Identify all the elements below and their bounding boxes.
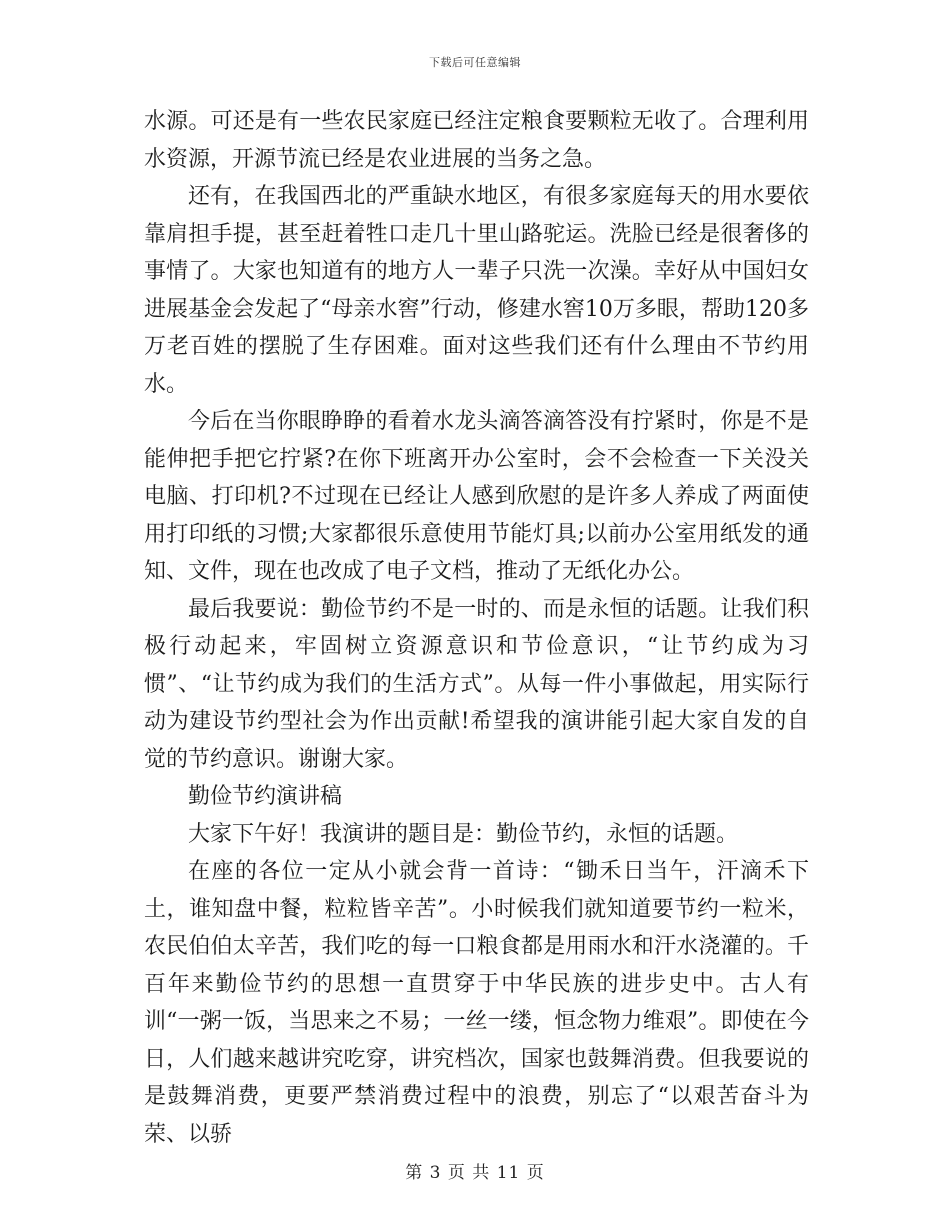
section-title: 勤俭节约演讲稿: [188, 784, 343, 809]
paragraph-7: 在座的各位一定从小就会背一首诗：“锄禾日当午，汗滴禾下土，谁知盘中餐，粒粒皆辛苦”。小时候我们就知道要节约一粒米，农民伯伯太辛苦，我们吃的每一口粮食都是用雨水和汗水浇灌的。千百年来勤俭节约的思想一直贯穿于中华民族的进步史中。古人有训“一粥一饭，当思来之不易；一丝一缕，恒念物力维艰”。即使在今日，人们越来越讲究吃穿，讲究档次，国家也鼓舞消费。但我要说的是鼓舞消费，更要严禁消费过程中的浪费，别忘了“以艰苦奋斗为荣、以骄: [144, 859, 809, 1147]
paragraph-1: 水源。可还是有一些农民家庭已经注定粮食要颗粒无收了。合理利用水资源，开源节流已经是农业进展的当务之急。: [144, 109, 809, 172]
page-number-footer: 第 3 页 共 11 页: [405, 1163, 545, 1183]
paragraph-4: 最后我要说：勤俭节约不是一时的、而是永恒的话题。让我们积极行动起来，牢固树立资源意识和节俭意识，“让节约成为习惯”、“让节约成为我们的生活方式”。从每一件小事做起，用实际行动为建设节约型社会为作出贡献!希望我的演讲能引起大家自发的自觉的节约意识。谢谢大家。: [144, 596, 809, 772]
paragraph-3: 今后在当你眼睁睁的看着水龙头滴答滴答没有拧紧时，你是不是能伸把手把它拧紧?在你下班离开办公室时，会不会检查一下关没关电脑、打印机?不过现在已经让人感到欣慰的是许多人养成了两面使用打印纸的习惯;大家都很乐意使用节能灯具;以前办公室用纸发的通知、文件，现在也改成了电子文档，推动了无纸化办公。: [144, 409, 809, 584]
page-header-note: 下载后可任意编辑: [429, 56, 521, 69]
paragraph-2: 还有，在我国西北的严重缺水地区，有很多家庭每天的用水要依靠肩担手提，甚至赶着牲口走几十里山路驼运。洗脸已经是很奢侈的事情了。大家也知道有的地方人一辈子只洗一次澡。幸好从中国妇女进展基金会发起了“母亲水窖”行动，修建水窖10万多眼，帮助120多万老百姓的摆脱了生存困难。面对这些我们还有什么理由不节约用水。: [144, 184, 809, 397]
paragraph-greeting: 大家下午好！我演讲的题目是：勤俭节约，永恒的话题。: [188, 821, 739, 847]
document-body: [144, 103, 809, 1153]
